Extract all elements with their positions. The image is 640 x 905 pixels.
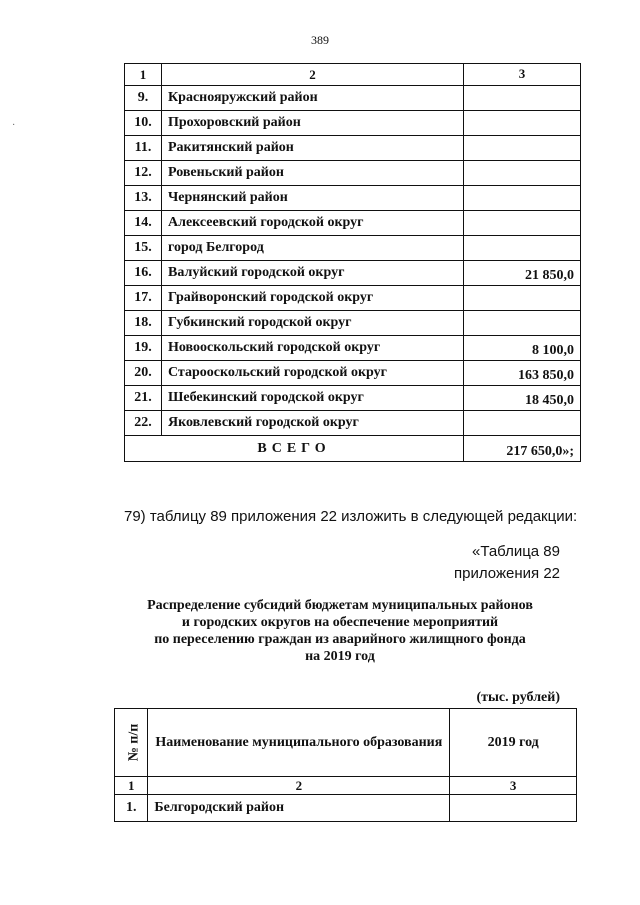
column-number-2: 2 [148, 777, 450, 795]
row-municipality: Ровеньский район [162, 161, 464, 186]
row-amount [464, 86, 581, 111]
row-index: 22. [125, 411, 162, 436]
title-line: по переселению граждан из аварийного жилищного фонда [154, 632, 526, 647]
row-index: 16. [125, 261, 162, 286]
table-reference-line-2: приложения 22 [454, 565, 560, 582]
row-amount: 21 850,0 [464, 261, 581, 286]
row-municipality: Чернянский район [162, 186, 464, 211]
table-row [125, 211, 581, 236]
row-index: 17. [125, 286, 162, 311]
table-row [125, 161, 581, 186]
table-row [125, 261, 581, 286]
table-reference-line-1: «Таблица 89 [471, 543, 560, 560]
table-row [125, 111, 581, 136]
row-amount [464, 211, 581, 236]
row-index: 15. [125, 236, 162, 261]
amendment-paragraph: 79) таблицу 89 приложения 22 изложить в следующей редакции: [124, 508, 578, 525]
row-amount: 18 450,0 [464, 386, 581, 411]
header-number [115, 709, 148, 777]
row-amount [464, 411, 581, 436]
row-amount: 163 850,0 [464, 361, 581, 386]
row-municipality: Новооскольский городской округ [162, 336, 464, 361]
table-row [125, 86, 581, 111]
table-row [125, 286, 581, 311]
row-municipality: город Белгород [162, 236, 464, 261]
column-number-3: 3 [450, 777, 577, 795]
row-index: 10. [125, 111, 162, 136]
header-year: 2019 год [450, 709, 577, 777]
row-amount: 8 100,0 [464, 336, 581, 361]
row-amount [464, 236, 581, 261]
column-number-2: 2 [162, 64, 464, 86]
total-amount: 217 650,0»; [464, 436, 581, 462]
subsidy-table-89 [114, 708, 577, 822]
row-municipality: Старооскольский городской округ [162, 361, 464, 386]
row-index: 13. [125, 186, 162, 211]
table-header-row [125, 64, 581, 86]
table-row [125, 361, 581, 386]
column-number-1: 1 [115, 777, 148, 795]
title-line: Распределение субсидий бюджетам муниципальных районов [147, 598, 533, 613]
table-row [125, 186, 581, 211]
column-number-1: 1 [125, 64, 162, 86]
column-number-3: 3 [464, 64, 581, 86]
row-index: 21. [125, 386, 162, 411]
table-header-row [115, 709, 577, 777]
row-index: 1. [115, 795, 148, 822]
table-total-row [125, 436, 581, 462]
row-municipality: Валуйский городской округ [162, 261, 464, 286]
table-row [125, 136, 581, 161]
row-index: 9. [125, 86, 162, 111]
row-municipality: Прохоровский район [162, 111, 464, 136]
row-municipality: Губкинский городской округ [162, 311, 464, 336]
header-number-label: № п/п [126, 723, 142, 762]
row-municipality: Алексеевский городской округ [162, 211, 464, 236]
table-row [125, 236, 581, 261]
row-municipality: Белгородский район [148, 795, 450, 822]
row-municipality: Ракитянский район [162, 136, 464, 161]
row-amount [464, 161, 581, 186]
row-amount [464, 136, 581, 161]
row-municipality: Краснояружский район [162, 86, 464, 111]
title-line: на 2019 год [305, 649, 375, 664]
row-index: 11. [125, 136, 162, 161]
table-row [115, 795, 577, 822]
row-municipality: Шебекинский городской округ [162, 386, 464, 411]
row-amount [464, 286, 581, 311]
row-municipality: Грайворонский городской округ [162, 286, 464, 311]
header-municipality: Наименование муниципального образования [148, 709, 450, 777]
row-municipality: Яковлевский городской округ [162, 411, 464, 436]
unit-label: (тыс. рублей) [476, 690, 560, 705]
margin-mark: · [12, 120, 16, 131]
row-index: 12. [125, 161, 162, 186]
row-amount [450, 795, 577, 822]
column-numbers-row [115, 777, 577, 795]
row-index: 20. [125, 361, 162, 386]
table-row [125, 311, 581, 336]
row-amount [464, 311, 581, 336]
title-line: и городских округов на обеспечение мероприятий [181, 615, 499, 630]
row-index: 18. [125, 311, 162, 336]
row-index: 14. [125, 211, 162, 236]
row-amount [464, 111, 581, 136]
total-label: ВСЕГО [125, 436, 464, 462]
subsidy-table-continuation [124, 63, 581, 462]
table-row [125, 411, 581, 436]
table-row [125, 336, 581, 361]
row-amount [464, 186, 581, 211]
table-title [110, 597, 570, 665]
row-index: 19. [125, 336, 162, 361]
table-row [125, 386, 581, 411]
page-number: 389 [311, 33, 329, 47]
